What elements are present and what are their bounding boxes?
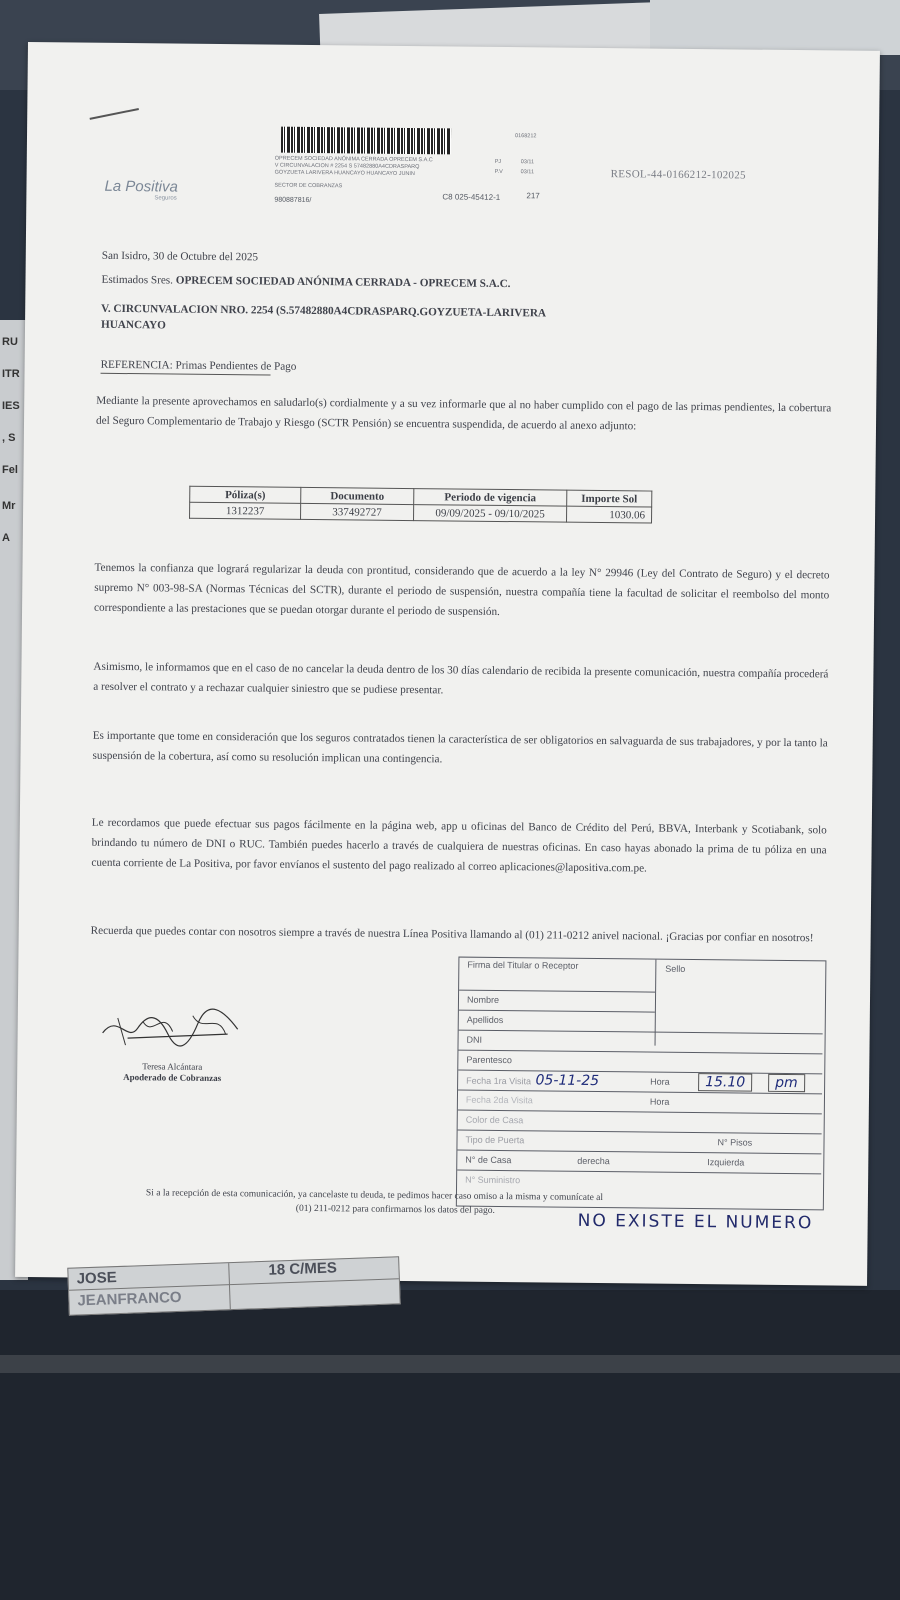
column-header: Periodo de vigencia: [414, 489, 567, 507]
form-n-suministro: N° Suministro: [457, 1170, 821, 1194]
form-tipo-puerta: Tipo de Puerta: [465, 1134, 525, 1146]
footer-line2: (01) 211-0212 para confirmarnos los datos del pago.: [295, 1203, 495, 1216]
pen-mark: [90, 108, 139, 120]
form-fecha1: Fecha 1ra Visita: [466, 1075, 532, 1087]
reference: REFERENCIA: Primas Pendientes de Pago: [100, 358, 297, 373]
paragraph-1: Mediante la presente aprovechamos en saludarlo(s) cordialmente y a su vez informarle que al no haber cumplido con el pago de las primas pendientes, la cobertura del Seguro Complementario de Trabajo y Riesgo (SCTR Pensión) se encuentra suspendida, de acuerdo al anexo adjunto:: [95, 394, 832, 433]
form-fecha2: Fecha 2da Visita: [465, 1094, 533, 1106]
label-pv-date: 03/11: [520, 169, 535, 176]
label-line4: SECTOR DE COBRANZAS: [274, 182, 343, 190]
signer-title: Apoderado de Cobranzas: [123, 1072, 222, 1084]
form-color-casa: Color de Casa: [458, 1110, 822, 1134]
logo-subtitle: Seguros: [154, 195, 177, 202]
form-dni: DNI: [458, 1030, 822, 1054]
label-pv: P.V: [494, 168, 503, 175]
label-line1: OPRECEM SOCIEDAD ANÓNIMA CERRADA OPRECEM S.A.C: [274, 155, 433, 164]
sticker-name1: JOSE: [76, 1269, 117, 1288]
form-n-pisos: N° Pisos: [717, 1137, 753, 1148]
address-line1: V. CIRCUNVALACION NRO. 2254 (S.57482880A4CDRASPARQ.GOYZUETA-LARIVERA: [101, 302, 547, 320]
address-block: [101, 301, 621, 338]
left-fragment: Mr: [2, 500, 16, 512]
signer-block: [107, 1061, 237, 1084]
background-paper-right: [650, 0, 900, 55]
left-fragment: RU: [2, 336, 18, 348]
form-hora1-ampm: pm: [768, 1074, 805, 1092]
background-desk: [0, 1290, 900, 1600]
footer-note: [146, 1186, 603, 1219]
form-nombre: Nombre: [459, 990, 655, 1012]
left-fragment: ITR: [2, 368, 20, 380]
form-hora2: Hora: [649, 1096, 670, 1107]
form-parentesco: Parentesco: [458, 1050, 822, 1074]
letter-page: [15, 42, 880, 1286]
form-firma: Firma del Titular o Receptor: [467, 959, 579, 971]
form-derecha: derecha: [577, 1155, 610, 1167]
cell-period: 09/09/2025 - 09/10/2025: [414, 505, 567, 523]
column-header: Documento: [301, 487, 414, 504]
sticker-name2: JEANFRANCO: [77, 1288, 182, 1310]
label-code-left: 980887816/: [274, 196, 312, 204]
receipt-form: [456, 957, 827, 1211]
column-header: Póliza(s): [190, 486, 301, 503]
paragraph-6: [91, 921, 826, 949]
column-header: Importe Sol: [567, 490, 652, 507]
table-row: [190, 502, 652, 523]
left-fragment: Fel: [2, 464, 18, 476]
paragraph-5: Le recordamos que puede efectuar sus pagos fácilmente en la página web, app u oficinas del Banco de Crédito del Perú, BBVA, Interbank y Scotiabank, solo brindando tu número de DNI o RUC. También puedes hacerlo a través de cualquiera de nuestras oficinas. En caso hayas abonado la prima de tu póliza en una cuenta corriente de La Positiva, por favor envíanos el sustento del pago realizado al correo aplicaciones@lapositiva.com.pe.: [91, 816, 827, 875]
handwritten-note: NO EXISTE EL NUMERO: [577, 1210, 814, 1234]
label-ref-num: 217: [526, 191, 540, 201]
sticker-payment: 18 C/MES: [268, 1259, 338, 1279]
signature-scribble: [97, 1003, 248, 1055]
salutation: [101, 270, 510, 294]
company-name: OPRECEM SOCIEDAD ANÓNIMA CERRADA - OPRECEM S.A.C.: [175, 274, 511, 291]
form-hora1: Hora: [650, 1076, 670, 1087]
cell-amount: 1030.06: [567, 506, 652, 523]
shipping-label: [264, 122, 595, 213]
paragraph-4: Es importante que tome en consideración que los seguros contratados tienen la característica de ser obligatorios en salvaguarda de sus trabajadores, y por la tanto la suspensión de la cobertura, así como su resolución implican una contingencia.: [92, 729, 828, 766]
label-pj: PJ: [494, 158, 502, 165]
letter-date: San Isidro, 30 de Octubre del 2025: [101, 249, 259, 264]
paragraph-6-text: Recuerda que puedes contar con nosotros siempre a través de nuestra Línea Positiva llamando al (01) 211-0212 anivel nacional. ¡Gracias por confiar en nosotros!: [90, 924, 814, 945]
footer-line1: Si a la recepción de esta comunicación, ya cancelaste tu deuda, te pedimos hacer caso omiso a la misma y comunícate al: [145, 1188, 604, 1204]
form-fecha1-value: 05-11-25: [535, 1072, 600, 1090]
cell-policy: 1312237: [190, 502, 301, 519]
policy-table: [189, 486, 652, 524]
form-apellidos: Apellidos: [459, 1010, 655, 1032]
paragraph-2: Tenemos la confianza que logrará regularizar la deuda con prontitud, considerando que de acuerdo a la ley N° 29946 (Ley del Contrato de Seguro) y el decreto supremo N° 003-98-SA (Normas Técnicas del SCTR), durante el periodo de suspensión, nuestra compañía tiene la facultad de solicitar el reembolso del monto correspondiente a las prestaciones que se puedan otorgar durante el periodo de suspensión.: [94, 561, 830, 618]
form-izquierda: Izquierda: [707, 1157, 745, 1168]
paragraph-3: Asimismo, le informamos que en el caso de no cancelar la deuda dentro de los 30 días calendario de recibida la presente comunicación, nuestra compañía procederá a resolver el contrato y a rechazar cualquier siniestro que se pudiese presentar.: [93, 660, 829, 697]
label-line3: GOYZUETA LARIVERA HUANCAYO HUANCAYO JUNIN: [274, 169, 415, 178]
desk-edge: [0, 1355, 900, 1373]
signer-name: Teresa Alcántara: [142, 1061, 203, 1072]
barcode: [281, 127, 451, 155]
left-fragment: IES: [2, 400, 20, 412]
cell-document: 337492727: [301, 503, 414, 520]
company-logo: La Positiva: [104, 177, 178, 196]
form-hora1-value: 15.10: [698, 1073, 752, 1092]
form-sello: Sello: [665, 963, 686, 974]
label-ref-code: C8 025-45412-1: [442, 192, 501, 202]
label-pj-date: 03/11: [520, 159, 535, 166]
left-fragment: , S: [2, 432, 16, 444]
form-n-casa: N° de Casa: [465, 1154, 512, 1166]
salutation-prefix: Estimados Sres.: [101, 273, 174, 287]
left-fragment: A: [2, 532, 10, 544]
label-code-right: 0168212: [515, 133, 537, 140]
label-line2: V CIRCUNVALACION # 2254 S 57482880A4CDRASPARQ: [274, 162, 420, 171]
address-line2: HUANCAYO: [100, 318, 166, 332]
resolution-code: RESOL-44-0166212-102025: [610, 168, 746, 182]
